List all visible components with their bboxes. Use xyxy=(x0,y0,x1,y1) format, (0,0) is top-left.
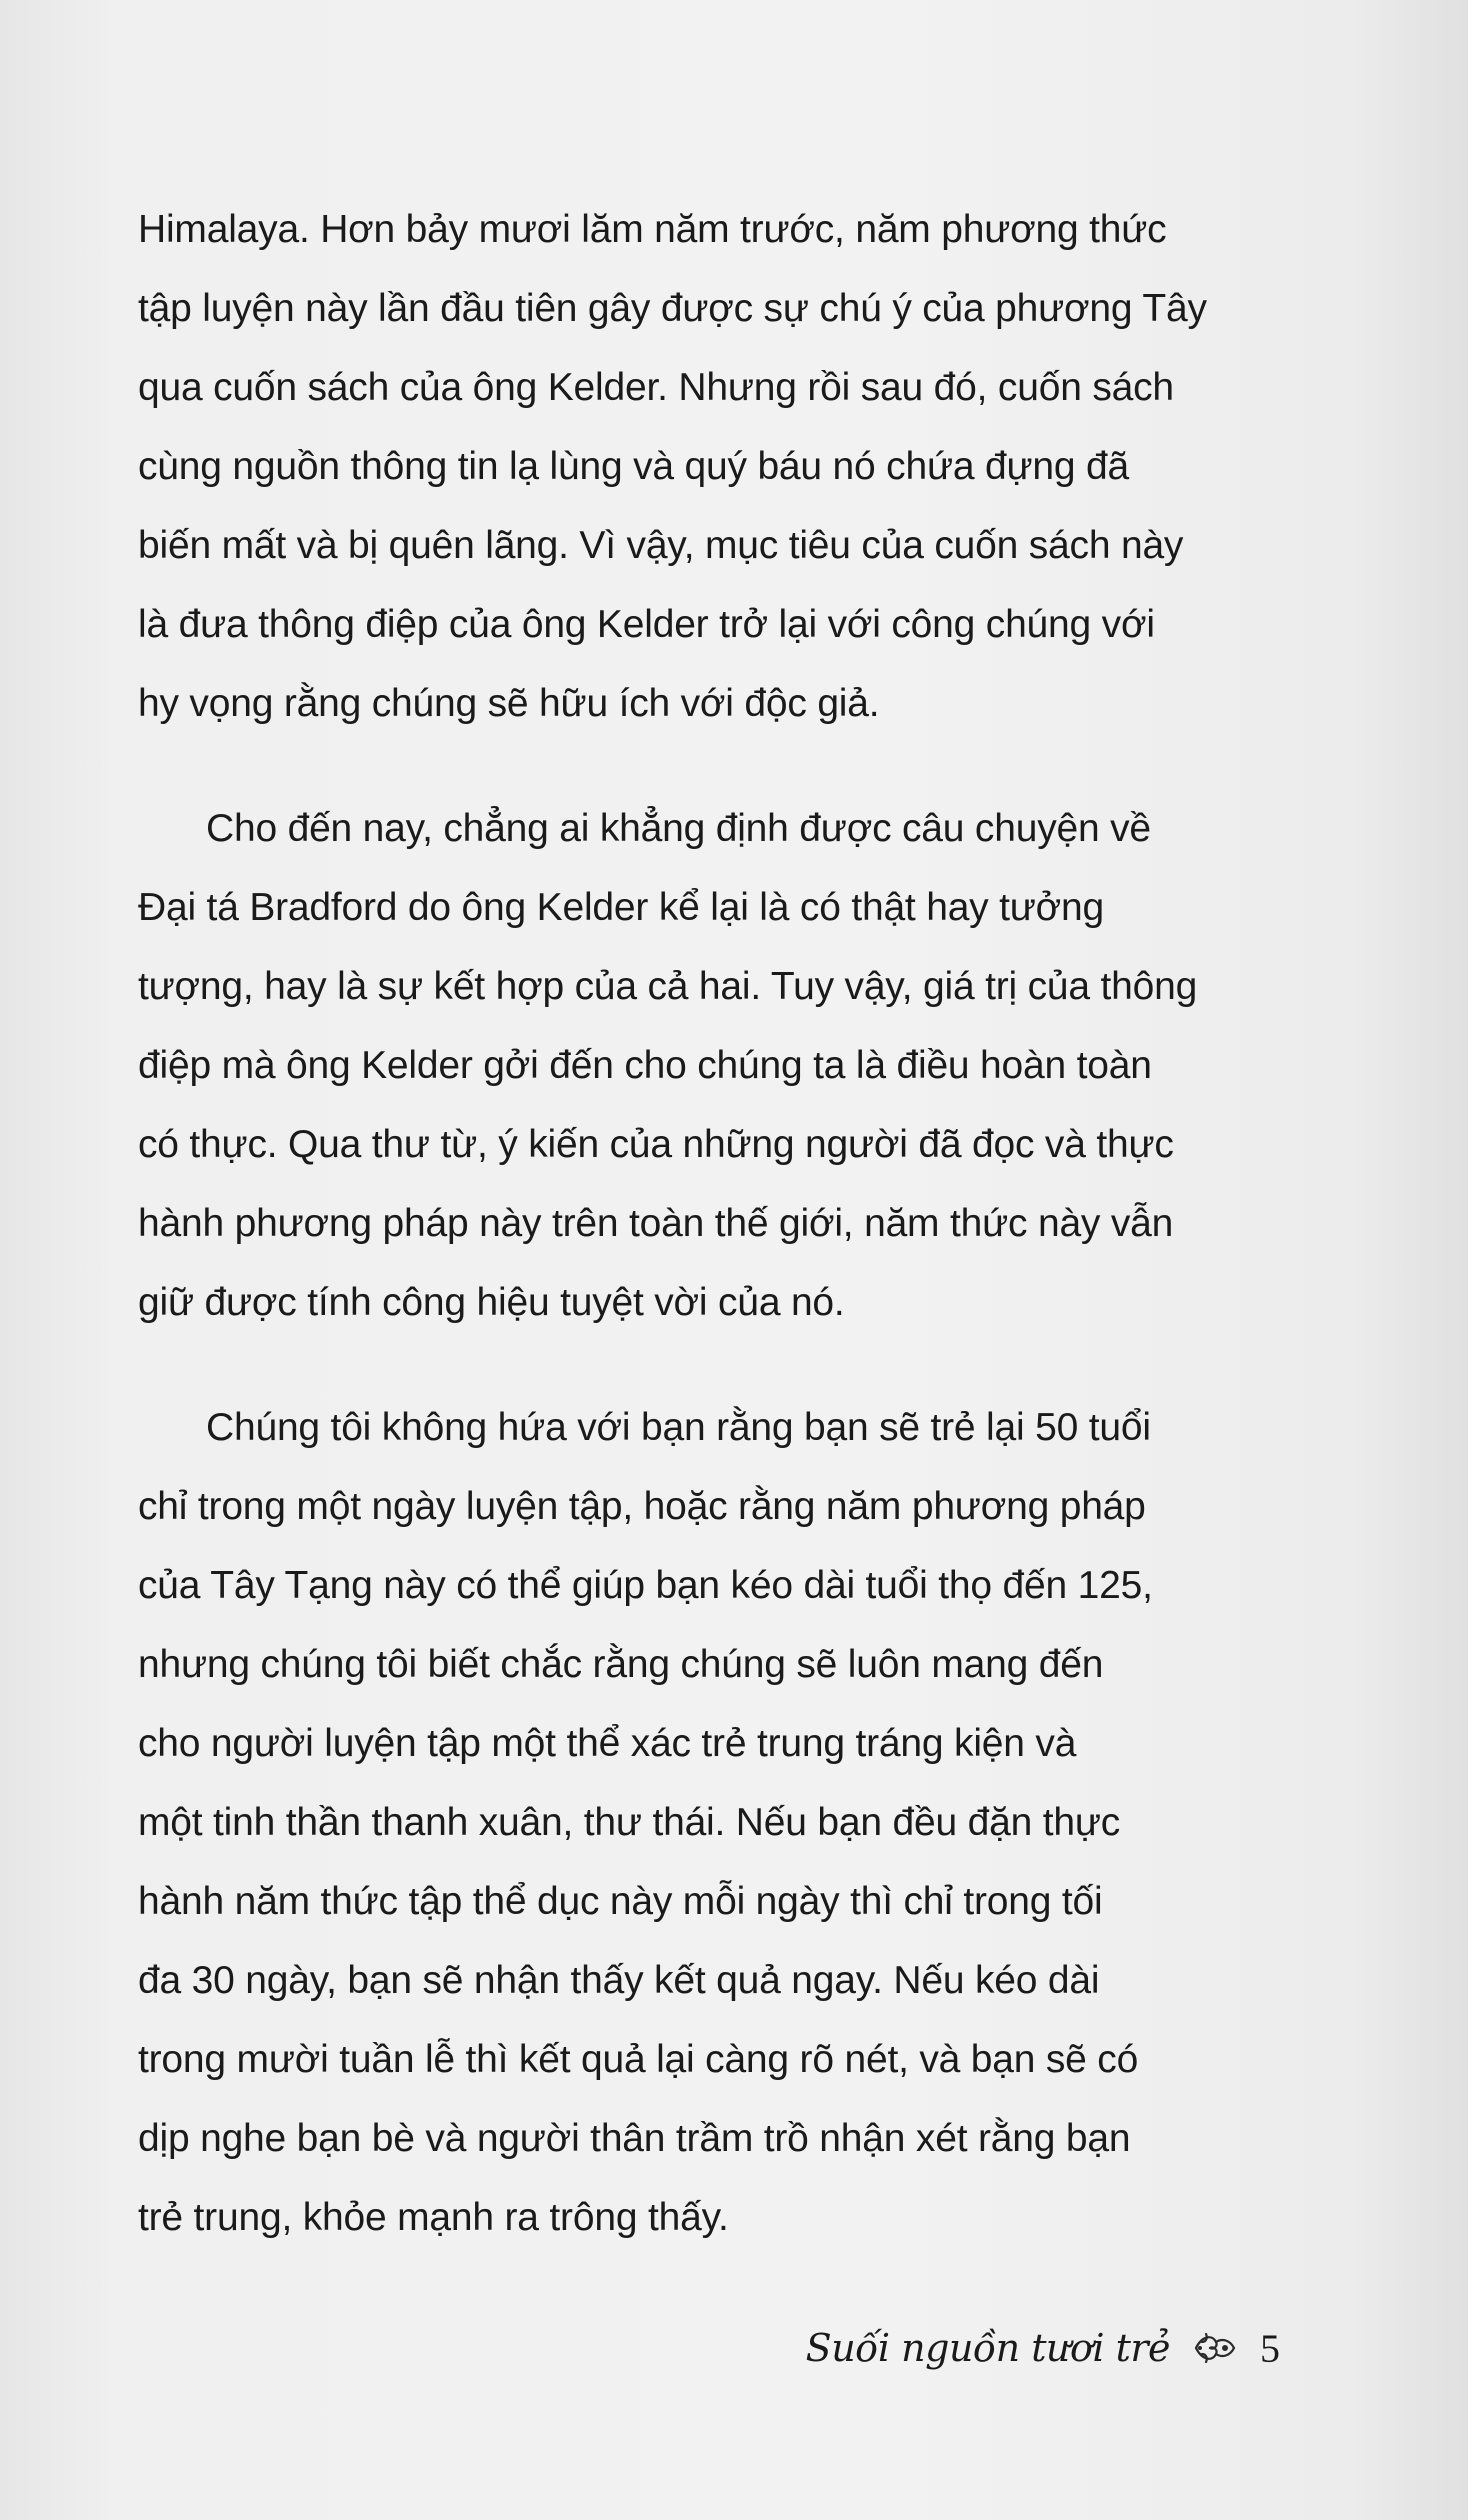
page-footer xyxy=(780,2318,1280,2378)
text-line: có thực. Qua thư từ, ý kiến của những người đã đọc và thực xyxy=(138,1123,1174,1166)
page-number: 5 xyxy=(1260,2325,1280,2371)
text-line: giữ được tính công hiệu tuyệt vời của nó. xyxy=(138,1281,845,1324)
text-line: hy vọng rằng chúng sẽ hữu ích với độc giả. xyxy=(138,682,880,725)
text-line: tập luyện này lần đầu tiên gây được sự chú ý của phương Tây xyxy=(138,287,1207,330)
text-line: chỉ trong một ngày luyện tập, hoặc rằng năm phương pháp xyxy=(138,1485,1146,1528)
paragraph-spacer xyxy=(138,1342,1268,1388)
text-line: hành phương pháp này trên toàn thế giới, năm thức này vẫn xyxy=(138,1202,1174,1245)
text-line: dịp nghe bạn bè và người thân trầm trồ nhận xét rằng bạn xyxy=(138,2117,1131,2160)
paragraph-1 xyxy=(138,190,1268,743)
paragraph-2 xyxy=(138,789,1268,1342)
text-line: Đại tá Bradford do ông Kelder kể lại là có thật hay tưởng xyxy=(138,886,1105,929)
text-line: trong mười tuần lễ thì kết quả lại càng rõ nét, và bạn sẽ có xyxy=(138,2038,1139,2081)
text-line: một tinh thần thanh xuân, thư thái. Nếu bạn đều đặn thực xyxy=(138,1801,1121,1844)
text-line: cùng nguồn thông tin lạ lùng và quý báu nó chứa đựng đã xyxy=(138,445,1129,488)
text-line: Chúng tôi không hứa với bạn rằng bạn sẽ trẻ lại 50 tuổi xyxy=(206,1406,1151,1449)
text-line: biến mất và bị quên lãng. Vì vậy, mục tiêu của cuốn sách này xyxy=(138,524,1184,567)
paragraph-spacer xyxy=(138,743,1268,789)
text-line: của Tây Tạng này có thể giúp bạn kéo dài tuổi thọ đến 125, xyxy=(138,1564,1153,1607)
text-line: điệp mà ông Kelder gởi đến cho chúng ta là điều hoàn toàn xyxy=(138,1044,1152,1087)
floral-ornament-icon xyxy=(1192,2328,1238,2368)
text-line: Himalaya. Hơn bảy mươi lăm năm trước, năm phương thức xyxy=(138,208,1167,251)
paragraph-3 xyxy=(138,1388,1268,2257)
text-line: nhưng chúng tôi biết chắc rằng chúng sẽ luôn mang đến xyxy=(138,1643,1104,1686)
text-line: là đưa thông điệp của ông Kelder trở lại với công chúng với xyxy=(138,603,1155,646)
body-text xyxy=(138,190,1268,2257)
text-line: đa 30 ngày, bạn sẽ nhận thấy kết quả ngay. Nếu kéo dài xyxy=(138,1959,1100,2002)
text-line: Cho đến nay, chẳng ai khẳng định được câu chuyện về xyxy=(206,807,1151,850)
text-line: hành năm thức tập thể dục này mỗi ngày thì chỉ trong tối xyxy=(138,1880,1103,1923)
text-line: trẻ trung, khỏe mạnh ra trông thấy. xyxy=(138,2196,729,2239)
text-line: cho người luyện tập một thể xác trẻ trung tráng kiện và xyxy=(138,1722,1077,1765)
running-title: Suối nguồn tươi trẻ xyxy=(805,2326,1170,2370)
text-line: tượng, hay là sự kết hợp của cả hai. Tuy vậy, giá trị của thông xyxy=(138,965,1198,1008)
text-line: qua cuốn sách của ông Kelder. Nhưng rồi sau đó, cuốn sách xyxy=(138,366,1174,409)
